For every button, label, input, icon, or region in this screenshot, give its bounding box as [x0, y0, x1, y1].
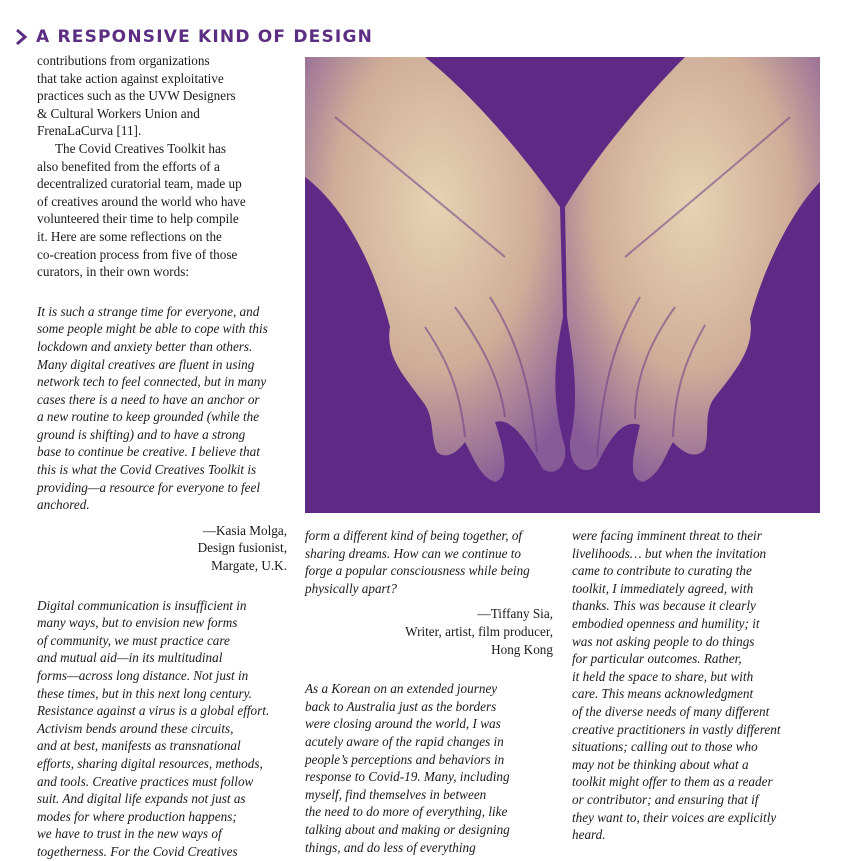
text-line: myself, find themselves in between: [305, 786, 487, 802]
text-line: Hong Kong: [491, 641, 553, 657]
text-line: this is what the Covid Creatives Toolkit is: [37, 462, 257, 478]
text-line: curators, in their own words:: [37, 264, 189, 280]
text-line: forms—across long distance. Not just in: [37, 668, 249, 683]
text-line: things, and do less of everything: [305, 839, 476, 855]
text-line: volunteered their time to help compile: [37, 211, 239, 227]
text-line: and at best, manifests as transnational: [37, 738, 241, 754]
text-line: cases there is a need to have an anchor or: [37, 391, 260, 407]
text-line: Digital communication is insufficient in: [37, 597, 247, 613]
text-line: sharing dreams. How can we continue to: [305, 545, 521, 561]
text-line: decentralized curatorial team, made up: [37, 176, 242, 192]
text-line: providing—a resource for everyone to feel: [37, 479, 261, 495]
text-line: they want to, their voices are explicitly: [572, 809, 777, 825]
text-line: people’s perceptions and behaviors in: [305, 751, 505, 767]
text-line: Many digital creatives are fluent in using: [37, 356, 255, 372]
chevron-right-icon: [14, 28, 28, 46]
text-line: form a different kind of being together, of: [305, 528, 523, 543]
text-line: it held the space to share, but with: [572, 668, 754, 684]
text-line: some people might be able to cope with this: [37, 321, 268, 337]
text-line: response to Covid-19. Many, including: [305, 769, 510, 785]
text-line: embodied openness and humility; it: [572, 615, 760, 631]
text-line: talking about and making or designing: [305, 821, 510, 837]
text-line: lockdown and anxiety better than others.: [37, 338, 253, 354]
text-line: Margate, U.K.: [211, 558, 287, 574]
text-line: —Kasia Molga,: [202, 522, 287, 538]
text-line: efforts, sharing digital resources, methods,: [37, 755, 263, 771]
text-line: FrenaLaCurva [11].: [37, 123, 142, 139]
text-line: network tech to feel connected, but in many: [37, 374, 267, 390]
text-line: were closing around the world, I was: [305, 716, 501, 732]
text-line: of community, we must practice care: [37, 632, 230, 648]
quote-kasia: [37, 303, 287, 514]
text-line: came to contribute to curating the: [572, 563, 752, 579]
text-line: As a Korean on an extended journey: [305, 681, 498, 697]
text-line: ground is shifting) and to have a strong: [37, 426, 246, 442]
text-line: base to continue be creative. I believe that: [37, 444, 260, 460]
text-line: co-creation process from five of those: [37, 246, 238, 262]
quote-curator-care: [572, 527, 822, 844]
text-line: creative practitioners in vastly different: [572, 721, 781, 737]
text-line: heard.: [572, 827, 606, 843]
text-line: many ways, but to envision new forms: [37, 615, 238, 631]
text-line: forge a popular consciousness while being: [305, 563, 530, 579]
intro-paragraph: [37, 52, 287, 140]
text-line: we have to trust in the new ways of: [37, 826, 222, 842]
section-title: A RESPONSIVE KIND OF DESIGN: [36, 27, 374, 47]
text-line: was not asking people to do things: [572, 633, 755, 649]
text-line: physically apart?: [305, 580, 397, 596]
column-2: [305, 527, 553, 856]
attribution-kasia: [37, 522, 287, 575]
text-line: care. This means acknowledgment: [572, 686, 754, 702]
text-line: thanks. This was because it clearly: [572, 598, 756, 614]
quote-tiffany: [37, 597, 287, 861]
cupped-hands-photo: [305, 57, 820, 513]
text-line: it. Here are some reflections on the: [37, 228, 222, 244]
section-header: [14, 24, 373, 50]
text-line: also benefited from the efforts of a: [37, 158, 220, 174]
text-line: & Cultural Workers Union and: [37, 105, 200, 121]
text-line: modes for where production happens;: [37, 808, 237, 824]
text-line: —Tiffany Sia,: [477, 606, 553, 622]
quote-korean-curator: [305, 680, 553, 856]
text-line: Activism bends around these circuits,: [37, 720, 234, 736]
attribution-tiffany: [305, 605, 553, 658]
text-line: for particular outcomes. Rather,: [572, 651, 742, 667]
column-1: [37, 52, 287, 861]
text-line: suit. And digital life expands not just as: [37, 791, 246, 807]
text-line: toolkit might offer to them as a reader: [572, 774, 773, 790]
text-line: situations; calling out to those who: [572, 739, 758, 755]
text-line: livelihoods… but when the invitation: [572, 545, 767, 561]
text-line: the need to do more of everything, like: [305, 804, 508, 820]
text-line: It is such a strange time for everyone, and: [37, 303, 260, 319]
text-line: and mutual aid—in its multitudinal: [37, 650, 223, 666]
text-line: practices such as the UVW Designers: [37, 88, 236, 104]
text-line: were facing imminent threat to their: [572, 528, 762, 543]
text-line: togetherness. For the Covid Creatives: [37, 843, 238, 859]
text-line: Writer, artist, film producer,: [405, 623, 553, 639]
text-line: a new routine to keep grounded (while the: [37, 409, 260, 425]
quote-tiffany-continued: [305, 527, 553, 597]
text-line: that take action against exploitative: [37, 70, 224, 86]
text-line: Resistance against a virus is a global effort.: [37, 703, 270, 719]
column-3: [572, 527, 822, 844]
text-line: may not be thinking about what a: [572, 756, 749, 772]
text-line: these times, but in this next long century.: [37, 685, 252, 701]
text-line: Design fusionist,: [197, 540, 287, 556]
curators-paragraph: [37, 140, 287, 281]
text-line: and tools. Creative practices must follow: [37, 773, 254, 789]
text-line: contributions from organizations: [37, 53, 210, 68]
cupped-hands-illustration: [305, 57, 820, 513]
text-line: of creatives around the world who have: [37, 193, 246, 209]
text-line: toolkit, I immediately agreed, with: [572, 580, 754, 596]
text-line: back to Australia just as the borders: [305, 698, 497, 714]
text-line: acutely aware of the rapid changes in: [305, 733, 504, 749]
text-line: The Covid Creatives Toolkit has: [55, 140, 226, 156]
text-line: or contributor; and ensuring that if: [572, 791, 759, 807]
text-line: anchored.: [37, 497, 90, 513]
text-line: of the diverse needs of many different: [572, 703, 770, 719]
